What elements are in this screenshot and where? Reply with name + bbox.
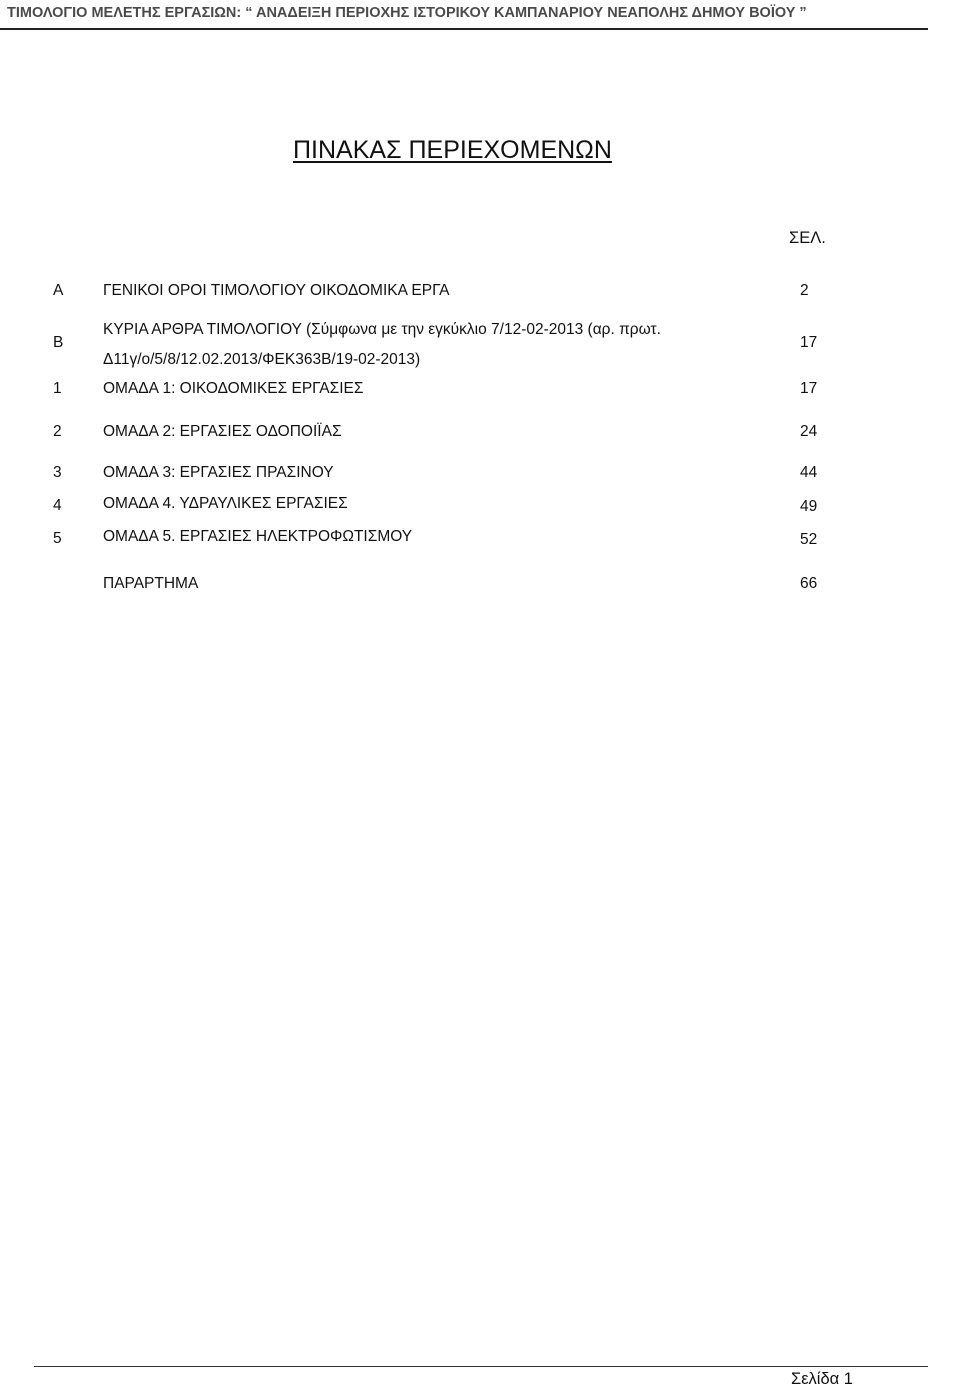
toc-page-number: 2 — [800, 282, 809, 299]
toc-page-number: 24 — [800, 423, 818, 440]
toc-page-number: 66 — [800, 575, 818, 592]
toc-code: 3 — [53, 464, 62, 481]
toc-entry-text: ΟΜΑΔΑ 4. ΥΔΡΑΥΛΙΚΕΣ ΕΡΓΑΣΙΕΣ — [103, 495, 348, 512]
running-header: ΤΙΜΟΛΟΓΙΟ ΜΕΛΕΤΗΣ ΕΡΓΑΣΙΩΝ: “ ΑΝΑΔΕΙΞΗ ΠΕΡΙΟΧΗΣ ΙΣΤΟΡΙΚΟΥ ΚΑΜΠΑΝΑΡΙΟΥ ΝΕΑΠΟΛΗΣ ΔΗΜΟΥ ΒΟΪΟΥ ” — [7, 5, 807, 21]
footer-page-number: Σελίδα 1 — [791, 1370, 853, 1388]
page-column-label: ΣΕΛ. — [789, 229, 826, 247]
toc-code: Α — [53, 282, 64, 299]
toc-entry-text: ΓΕΝΙΚΟΙ ΟΡΟΙ ΤΙΜΟΛΟΓΙΟΥ ΟΙΚΟΔΟΜΙΚΑ ΕΡΓΑ — [103, 282, 450, 299]
toc-page-number: 44 — [800, 464, 818, 481]
toc-entry-text: ΟΜΑΔΑ 1: ΟΙΚΟΔΟΜΙΚΕΣ ΕΡΓΑΣΙΕΣ — [103, 380, 364, 397]
footer-rule — [34, 1366, 928, 1367]
toc-entry-text-line1: ΚΥΡΙΑ ΑΡΘΡΑ ΤΙΜΟΛΟΓΙΟΥ (Σύμφωνα με την εγκύκλιο 7/12-02-2013 (αρ. πρωτ. — [103, 321, 661, 338]
toc-page-number: 52 — [800, 531, 818, 548]
toc-code: 1 — [53, 380, 62, 397]
toc-code: 5 — [53, 530, 62, 547]
toc-page-number: 17 — [800, 380, 818, 397]
toc-entry-text: ΟΜΑΔΑ 3: ΕΡΓΑΣΙΕΣ ΠΡΑΣΙΝΟΥ — [103, 464, 334, 481]
page-title: ΠΙΝΑΚΑΣ ΠΕΡΙΕΧΟΜΕΝΩΝ — [293, 136, 612, 164]
toc-code: 2 — [53, 423, 62, 440]
toc-entry-text: ΠΑΡΑΡΤΗΜΑ — [103, 575, 199, 592]
toc-code: Β — [53, 334, 64, 351]
toc-page-number: 49 — [800, 498, 818, 515]
toc-entry-text-line2: Δ11γ/ο/5/8/12.02.2013/ΦΕΚ363Β/19-02-2013) — [103, 351, 421, 368]
toc-page-number: 17 — [800, 334, 818, 351]
header-rule — [0, 28, 928, 30]
toc-code: 4 — [53, 497, 62, 514]
toc-entry-text: ΟΜΑΔΑ 5. ΕΡΓΑΣΙΕΣ ΗΛΕΚΤΡΟΦΩΤΙΣΜΟΥ — [103, 528, 413, 545]
toc-entry-text: ΟΜΑΔΑ 2: ΕΡΓΑΣΙΕΣ ΟΔΟΠΟΙΪΑΣ — [103, 423, 342, 440]
